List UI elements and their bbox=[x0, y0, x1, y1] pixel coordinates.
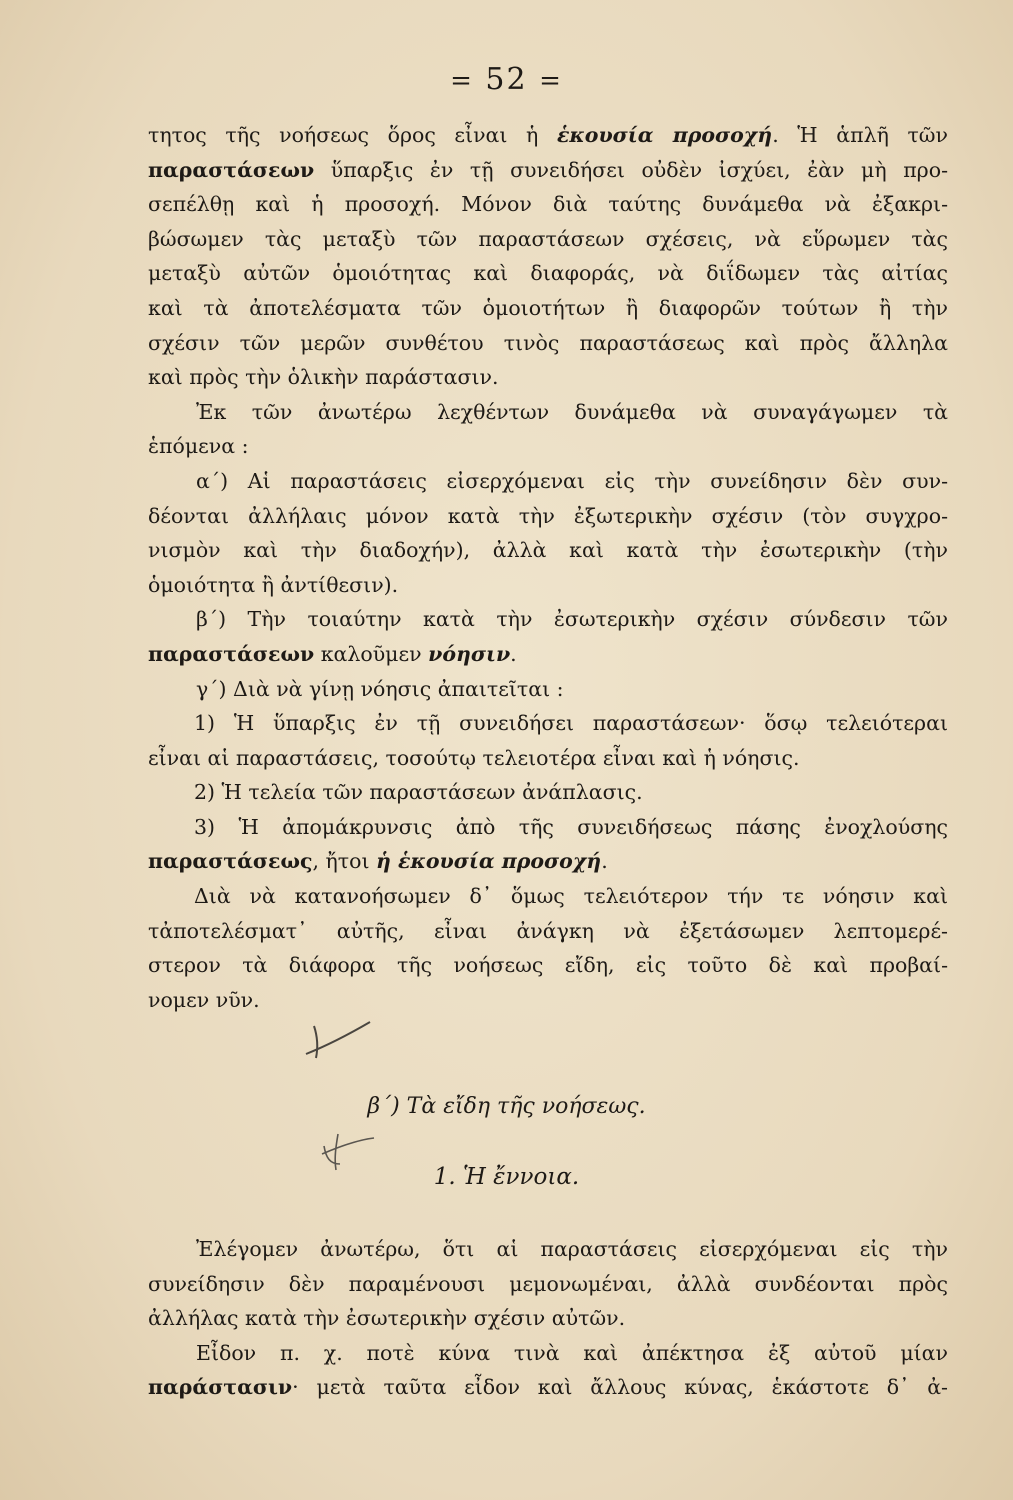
text-line: Ἐκ τῶν ἀνωτέρω λεχθέντων δυνάμεθα νὰ συναγάγωμεν τὰ bbox=[196, 399, 948, 424]
text-line: 1) Ἡ ὕπαρξις ἐν τῇ συνειδήσει παραστάσεων· ὅσῳ τελειότεραι bbox=[194, 711, 948, 736]
text-line: συνείδησιν δὲν παραμένουσι μεμονωμέναι, ἀλλὰ συνδέονται πρὸς bbox=[148, 1271, 948, 1296]
page-number: 52 bbox=[485, 62, 528, 97]
text-line: Εἶδον π. χ. ποτὲ κύνα τινὰ καὶ ἀπέκτησα ἐξ αὐτοῦ μίαν bbox=[196, 1340, 948, 1365]
text-line: νισμὸν καὶ τὴν διαδοχήν), ἀλλὰ καὶ κατὰ τὴν ἐσωτερικὴν (τὴν bbox=[148, 538, 948, 563]
emphasis-term: νόησιν bbox=[428, 641, 511, 666]
text-line: Διὰ νὰ κατανοήσωμεν δ᾿ ὅμως τελειότερον τήν τε νόησιν καὶ bbox=[194, 884, 948, 909]
emphasis-term: ἡ ἑκουσία προσοχή bbox=[376, 849, 602, 874]
paragraph-text bbox=[148, 1232, 948, 1405]
text-run: . bbox=[510, 641, 517, 666]
text-line: γ΄) Διὰ νὰ γίνῃ νόησις ἀπαιτεῖται : bbox=[196, 676, 564, 701]
text-line bbox=[148, 118, 948, 153]
text-line bbox=[148, 1370, 948, 1405]
bold-term: παράστασιν bbox=[148, 1375, 293, 1400]
text-line: α΄) Αἱ παραστάσεις εἰσερχόμεναι εἰς τὴν συνείδησιν δὲν συν- bbox=[196, 468, 948, 493]
text-line: 3) Ἡ ἀπομάκρυνσις ἀπὸ τῆς συνειδήσεως πάσης ἐνοχλούσης bbox=[194, 814, 948, 839]
text-line: μεταξὺ αὐτῶν ὁμοιότητας καὶ διαφοράς, νὰ διΐδωμεν τὰς αἰτίας bbox=[148, 261, 948, 286]
section-heading: β΄) Τὰ εἴδη τῆς νοήσεως. bbox=[367, 1094, 646, 1119]
text-line: καὶ τὰ ἀποτελέσματα τῶν ὁμοιοτήτων ἢ διαφορῶν τούτων ἢ τὴν bbox=[148, 295, 948, 320]
bold-term: παραστάσεως bbox=[148, 849, 313, 874]
bold-term: παραστάσεων bbox=[148, 157, 315, 182]
text-line: βώσωμεν τὰς μεταξὺ τῶν παραστάσεων σχέσεις, νὰ εὕρωμεν τὰς bbox=[148, 226, 948, 251]
text-line: ἀλλήλας κατὰ τὴν ἐσωτερικὴν σχέσιν αὐτῶν. bbox=[148, 1306, 626, 1331]
text-line: σχέσιν τῶν μερῶν συνθέτου τινὸς παραστάσεως καὶ πρὸς ἄλληλα bbox=[148, 330, 948, 355]
text-run: καλοῦμεν bbox=[314, 641, 429, 666]
text-line: καὶ πρὸς τὴν ὁλικὴν παράστασιν. bbox=[148, 365, 499, 390]
text-line: ἑπόμενα : bbox=[148, 434, 249, 459]
text-line: ὁμοιότητα ἢ ἀντίθεσιν). bbox=[148, 572, 399, 597]
bold-term: παραστάσεων bbox=[148, 641, 315, 666]
pencil-tick-mark-icon bbox=[296, 1018, 376, 1062]
text-line: στερον τὰ διάφορα τῆς νοήσεως εἴδη, εἰς τοῦτο δὲ καὶ προβαί- bbox=[148, 953, 948, 978]
text-line: 2) Ἡ τελεία τῶν παραστάσεων ἀνάπλασις. bbox=[194, 780, 643, 805]
text-line: νομεν νῦν. bbox=[148, 987, 260, 1012]
text-run: τητος τῆς νοήσεως ὅρος εἶναι ἡ bbox=[148, 123, 557, 147]
subsection-heading: 1. Ἡ ἔννοια. bbox=[433, 1164, 580, 1190]
text-run: · μετὰ ταῦτα εἶδον καὶ ἄλλους κύνας, ἑκάστοτε δ᾿ ἀ- bbox=[292, 1375, 948, 1400]
text-line: β΄) Τὴν τοιαύτην κατὰ τὴν ἐσωτερικὴν σχέσιν σύνδεσιν τῶν bbox=[196, 607, 948, 632]
text-line: Ἐλέγομεν ἀνωτέρω, ὅτι αἱ παραστάσεις εἰσερχόμεναι εἰς τὴν bbox=[196, 1237, 948, 1261]
text-line: σεπέλθῃ καὶ ἡ προσοχή. Μόνον διὰ ταύτης δυνάμεθα νὰ ἐξακρι- bbox=[148, 192, 948, 217]
text-run: , ἤτοι bbox=[312, 849, 377, 874]
text-line: εἶναι αἱ παραστάσεις, τοσούτῳ τελειοτέρα εἶναι καὶ ἡ νόησις. bbox=[148, 745, 800, 770]
body-text bbox=[148, 118, 948, 1017]
folio-dash-right: = bbox=[539, 66, 563, 96]
text-line bbox=[148, 844, 948, 879]
text-line bbox=[148, 153, 948, 188]
text-run: . Ἡ ἁπλῆ τῶν bbox=[772, 123, 948, 147]
page-number-header bbox=[0, 62, 1013, 97]
emphasis-term: ἑκουσία προσοχή bbox=[556, 123, 773, 147]
text-run: ὕπαρξις ἐν τῇ συνειδήσει οὐδὲν ἰσχύει, ἐὰν μὴ προ- bbox=[314, 157, 948, 182]
text-line bbox=[148, 637, 948, 672]
text-run: . bbox=[601, 849, 608, 874]
text-line: τἀποτελέσματ᾿ αὐτῆς, εἶναι ἀνάγκη νὰ ἐξετάσωμεν λεπτομερέ- bbox=[148, 918, 948, 943]
folio-dash-left: = bbox=[450, 66, 474, 96]
text-line: δέονται ἀλλήλαις μόνον κατὰ τὴν ἐξωτερικὴν σχέσιν (τὸν συγχρο- bbox=[148, 503, 948, 528]
